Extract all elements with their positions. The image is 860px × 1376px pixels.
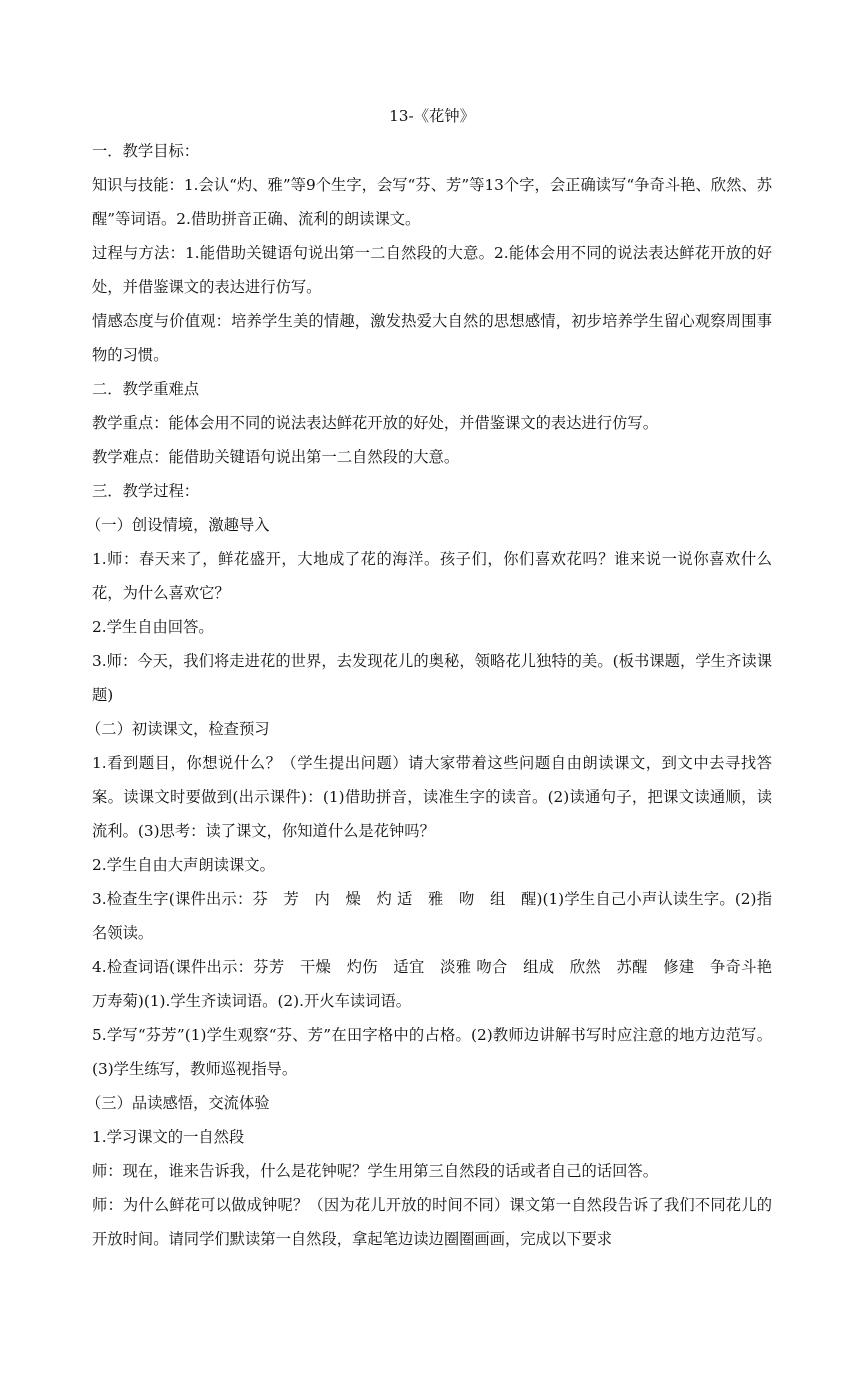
- list-item: 3.师：今天，我们将走进花的世界，去发现花儿的奥秘，领略花儿独特的美。(板书课题，学生齐读课题): [92, 652, 772, 704]
- paragraph-emotion-values: 情感态度与价值观：培养学生美的情趣，激发热爱大自然的思想感情，初步培养学生留心观察周围事物的习惯。: [92, 312, 772, 364]
- list-item: 1.看到题目，你想说什么？（学生提出问题）请大家带着这些问题自由朗读课文，到文中去寻找答案。读课文时要做到(出示课件)：(1)借助拼音，读准生字的读音。(2)读通句子，把课文读通顺，读流利。(3)思考：读了课文，你知道什么是花钟吗？: [92, 754, 772, 840]
- subsection-heading-intro: （一）创设情境，激趣导入: [86, 516, 270, 534]
- paragraph-teaching-difficulty: 教学难点：能借助关键语句说出第一二自然段的大意。: [92, 448, 460, 466]
- section-heading-process: 三．教学过程：: [92, 482, 200, 500]
- list-item: 4.检查词语(课件出示：芬芳 干燥 灼伤 适宜 淡雅 吻合 组成 欣然 苏醒 修建 争奇斗艳 万寿菊)(1).学生齐读词语。(2).开火车读词语。: [92, 958, 788, 1010]
- document-page: [86, 100, 788, 1256]
- list-item: 2.学生自由大声朗读课文。: [92, 856, 275, 874]
- document-title: 13-《花钟》: [389, 107, 475, 125]
- list-item: 3.检查生字(课件出示：芬 芳 内 燥 灼 适 雅 吻 组 醒)(1)学生自己小声认读生字。(2)指名领读。: [92, 890, 772, 942]
- paragraph-knowledge-skills: 知识与技能：1.会认“灼、雅”等9个生字，会写“芬、芳”等13个字，会正确读写“争奇斗艳、欣然、苏醒”等词语。2.借助拼音正确、流利的朗读课文。: [92, 176, 772, 228]
- paragraph-process-methods: 过程与方法：1.能借助关键语句说出第一二自然段的大意。2.能体会用不同的说法表达鲜花开放的好处，并借鉴课文的表达进行仿写。: [92, 244, 772, 296]
- list-item: 5.学写“芬芳”(1)学生观察“芬、芳”在田字格中的占格。(2)教师边讲解书写时应注意的地方边范写。(3)学生练写，教师巡视指导。: [92, 1026, 772, 1078]
- list-item: 1.学习课文的一自然段: [92, 1128, 245, 1146]
- subsection-heading-first-reading: （二）初读课文，检查预习: [86, 720, 270, 738]
- paragraph-teaching-focus: 教学重点：能体会用不同的说法表达鲜花开放的好处，并借鉴课文的表达进行仿写。: [92, 414, 658, 432]
- section-heading-key-points: 二．教学重难点: [92, 380, 200, 398]
- paragraph: 师：为什么鲜花可以做成钟呢？（因为花儿开放的时间不同）课文第一自然段告诉了我们不同花儿的开放时间。请同学们默读第一自然段，拿起笔边读边圈圈画画，完成以下要求: [92, 1196, 772, 1248]
- paragraph: 师：现在，谁来告诉我，什么是花钟呢？学生用第三自然段的话或者自己的话回答。: [92, 1162, 658, 1180]
- section-heading-objectives: 一．教学目标：: [92, 142, 200, 160]
- list-item: 1.师：春天来了，鲜花盛开，大地成了花的海洋。孩子们，你们喜欢花吗？谁来说一说你喜欢什么花，为什么喜欢它？: [92, 550, 772, 602]
- subsection-heading-reading-appreciation: （三）品读感悟，交流体验: [86, 1094, 270, 1112]
- list-item: 2.学生自由回答。: [92, 618, 214, 636]
